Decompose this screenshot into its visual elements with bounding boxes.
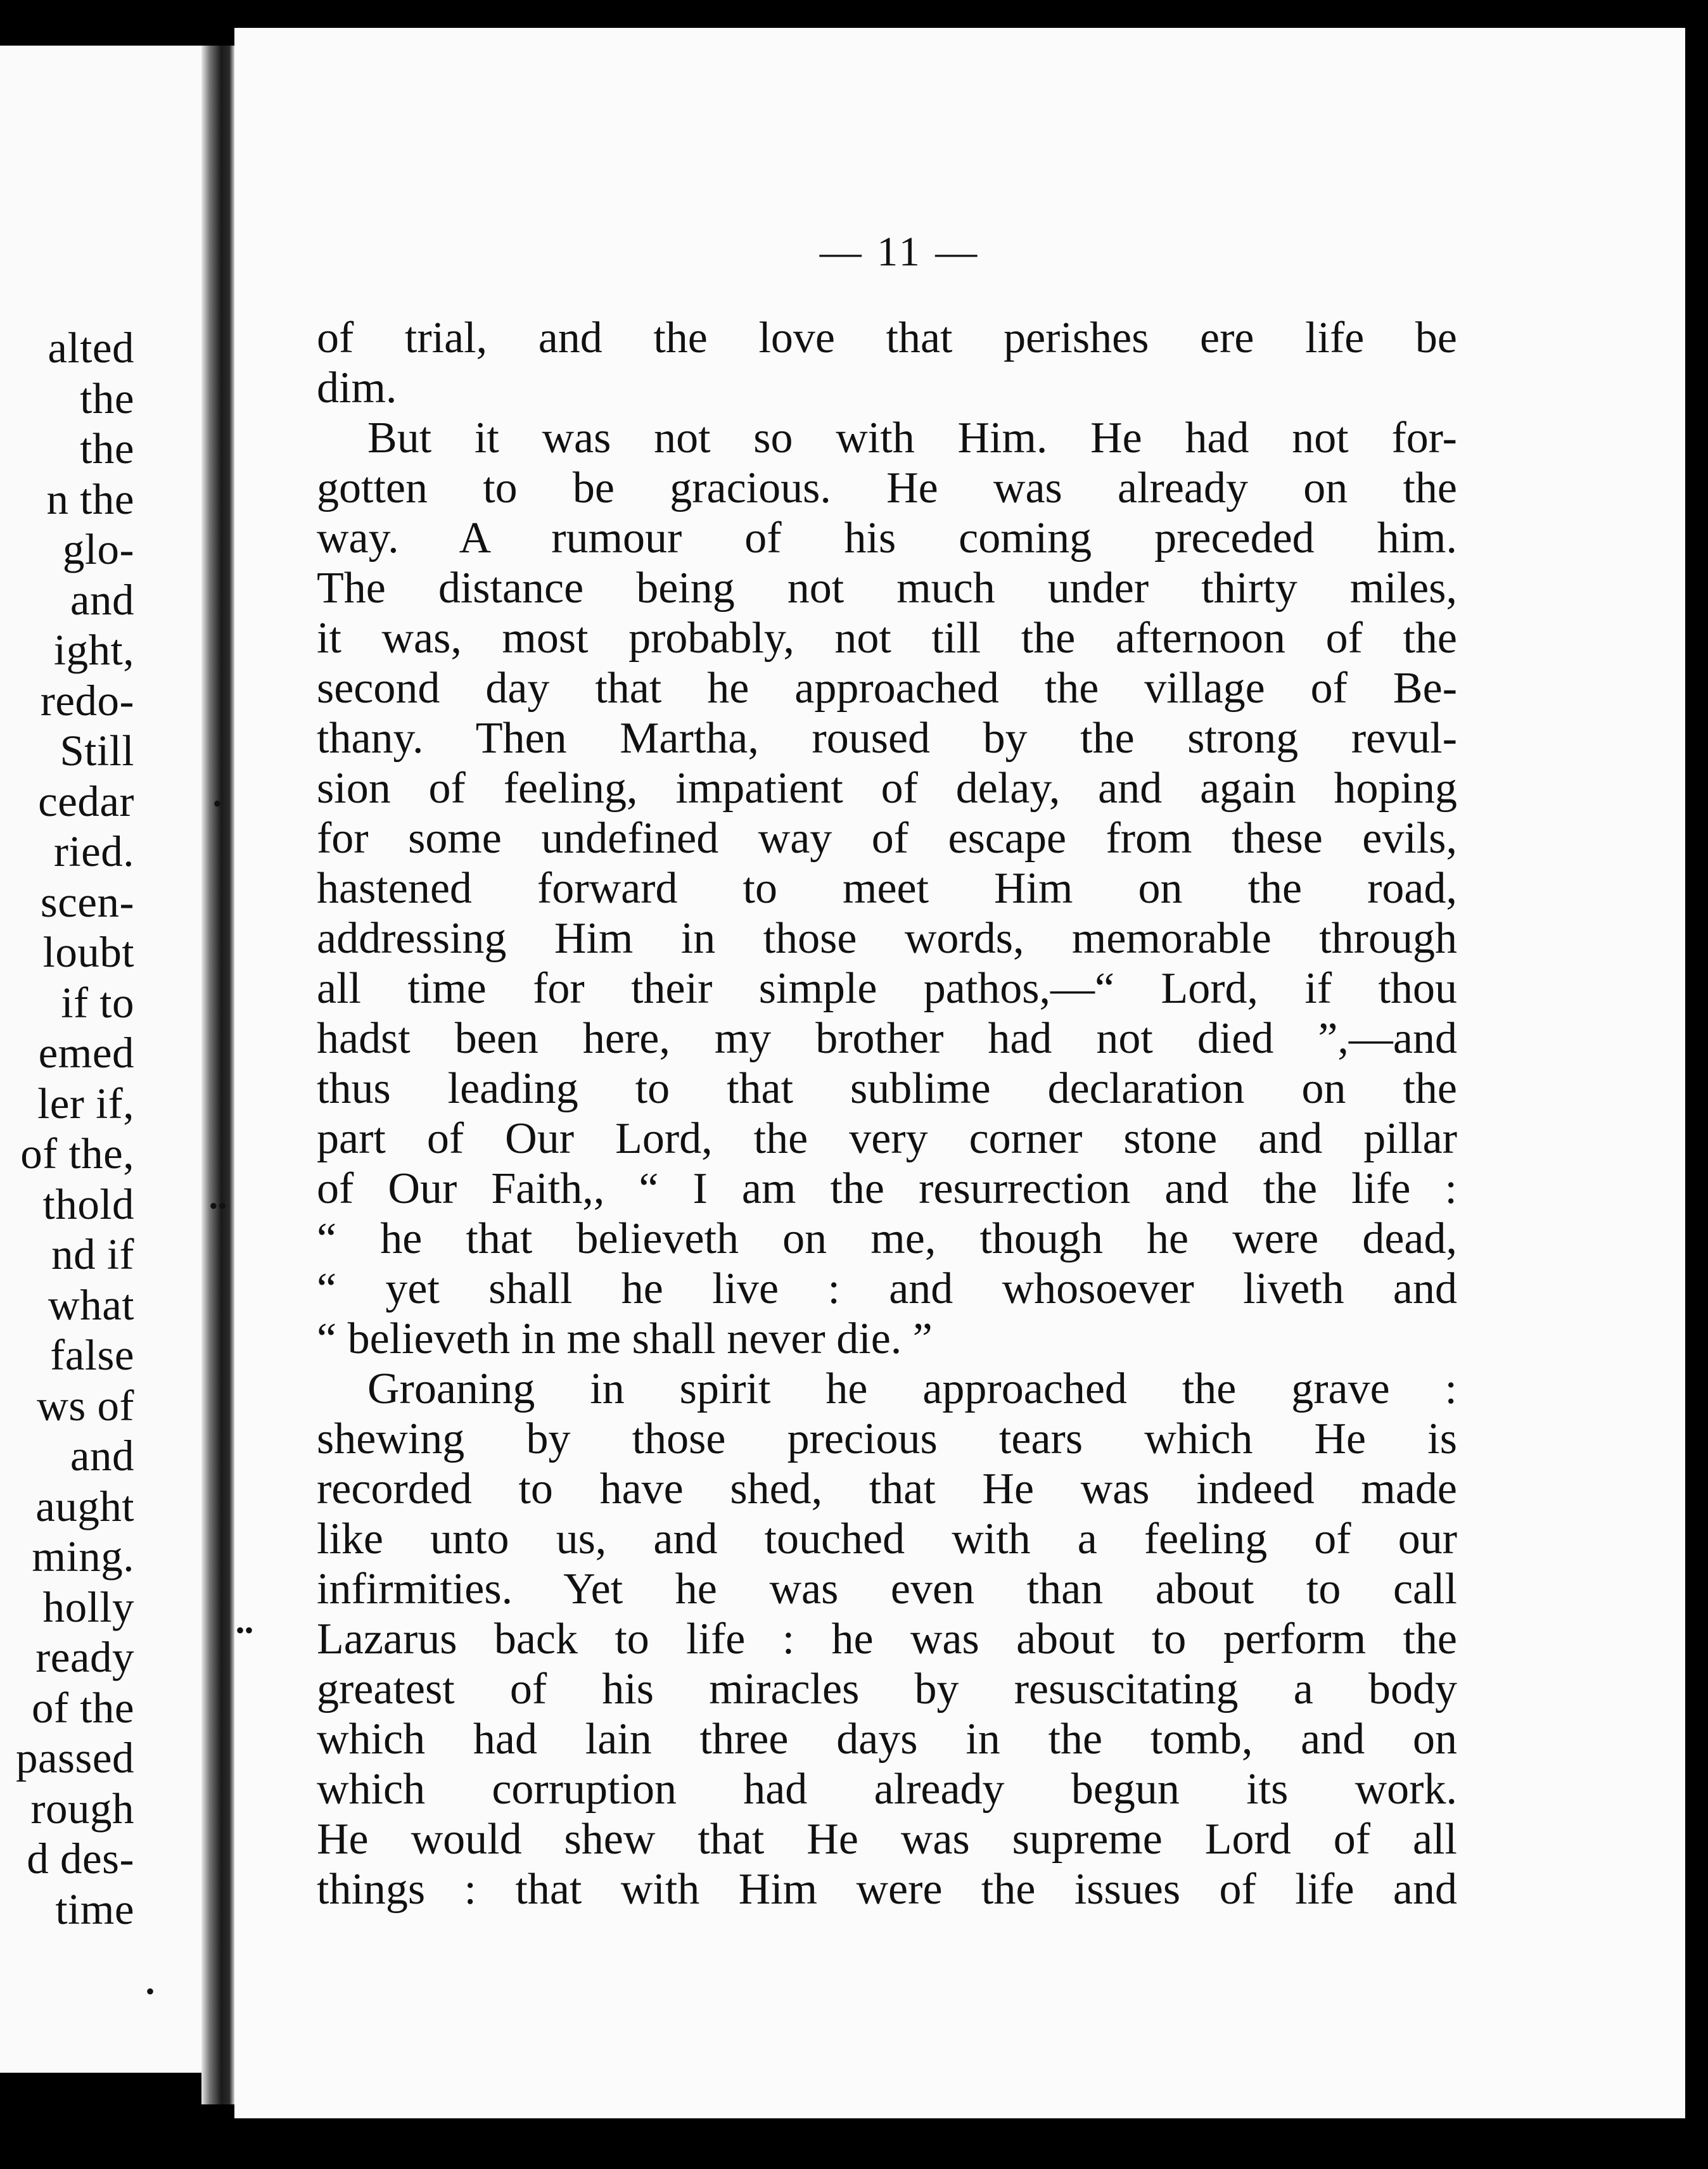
margin-speck: • <box>146 1977 155 2006</box>
left-page-fragment: redo- <box>40 676 134 725</box>
text-line: “ he that believeth on me, though he were dead, <box>317 1214 1457 1263</box>
left-page-edge <box>0 46 229 2073</box>
text-line: addressing Him in those words, memorable through <box>317 914 1457 963</box>
text-line: dim. <box>317 364 397 412</box>
text-line: of trial, and the love that perishes ere life be <box>317 314 1457 362</box>
left-page-fragment: rough <box>30 1784 134 1833</box>
text-line: second day that he approached the village of Be- <box>317 664 1457 713</box>
left-page-fragment: the <box>80 374 134 423</box>
left-page-fragment: if to <box>61 978 134 1027</box>
left-page-fragment: what <box>48 1280 134 1329</box>
left-page-fragment: thold <box>42 1180 134 1228</box>
page-number: — 11 — <box>819 229 980 275</box>
left-page-fragment: ming. <box>32 1532 134 1581</box>
left-page-fragment: emed <box>38 1029 134 1077</box>
text-line: part of Our Lord, the very corner stone and pillar <box>317 1114 1457 1163</box>
text-line: He would shew that He was supreme Lord of all <box>317 1815 1457 1864</box>
text-line: But it was not so with Him. He had not for- <box>367 414 1457 462</box>
gutter-speck: •• <box>209 1192 227 1220</box>
text-line: it was, most probably, not till the afternoon of the <box>317 614 1457 663</box>
text-line: recorded to have shed, that He was indeed made <box>317 1465 1457 1513</box>
text-line: thus leading to that sublime declaration on the <box>317 1064 1457 1113</box>
left-page-fragment: false <box>50 1331 134 1379</box>
text-line: all time for their simple pathos,—“ Lord, if thou <box>317 964 1457 1013</box>
text-line: shewing by those precious tears which He is <box>317 1415 1457 1463</box>
text-line: “ believeth in me shall never die. ” <box>317 1314 933 1363</box>
gutter-speck: • <box>213 789 222 818</box>
text-line: greatest of his miracles by resuscitating a body <box>317 1665 1457 1714</box>
left-page-fragment: alted <box>48 324 134 372</box>
text-line: for some undefined way of escape from these evils, <box>317 814 1457 863</box>
text-line: infirmities. Yet he was even than about to call <box>317 1565 1457 1613</box>
left-page-fragment: and <box>70 1432 134 1480</box>
left-page-fragment: ws of <box>37 1381 134 1430</box>
left-page-fragment: of the <box>31 1683 134 1732</box>
text-line: things : that with Him were the issues of life and <box>317 1865 1457 1914</box>
text-line: The distance being not much under thirty miles, <box>317 564 1457 613</box>
text-line: Lazarus back to life : he was about to perform the <box>317 1615 1457 1663</box>
gutter-speck: •• <box>236 1616 254 1644</box>
body-text <box>317 313 1457 1914</box>
left-page-fragment: ready <box>35 1633 134 1681</box>
text-line: thany. Then Martha, roused by the strong revul- <box>317 714 1457 763</box>
left-page-fragment: cedar <box>38 777 134 825</box>
left-page-fragment: d des- <box>27 1835 134 1883</box>
book-page <box>234 28 1685 2118</box>
text-line: gotten to be gracious. He was already on the <box>317 464 1457 512</box>
left-page-fragment: holly <box>42 1582 134 1631</box>
left-page-fragment: the <box>80 424 134 473</box>
left-page-fragment: nd if <box>51 1230 134 1278</box>
text-line: of Our Faith,, “ I am the resurrection and the life : <box>317 1164 1457 1213</box>
left-page-fragment: n the <box>46 474 134 523</box>
text-line: which corruption had already begun its work. <box>317 1765 1457 1814</box>
left-page-fragment: ight, <box>53 626 134 674</box>
text-line: way. A rumour of his coming preceded him. <box>317 514 1457 563</box>
left-page-fragment: passed <box>16 1734 134 1782</box>
text-line: “ yet shall he live : and whosoever liveth and <box>317 1264 1457 1313</box>
text-line: hastened forward to meet Him on the road, <box>317 864 1457 913</box>
left-page-fragment: of the, <box>20 1129 134 1178</box>
left-page-text-fragments <box>16 323 134 1935</box>
text-line: sion of feeling, impatient of delay, and again hoping <box>317 764 1457 813</box>
text-line: hadst been here, my brother had not died ”,—and <box>317 1014 1457 1063</box>
left-page-fragment: ried. <box>53 827 134 875</box>
left-page-fragment: scen- <box>40 877 134 926</box>
left-page-fragment: Still <box>60 727 134 775</box>
left-page-fragment: loubt <box>42 928 134 976</box>
left-page-fragment: time <box>55 1885 134 1933</box>
text-line: like unto us, and touched with a feeling of our <box>317 1515 1457 1563</box>
text-line: Groaning in spirit he approached the grave : <box>367 1364 1457 1413</box>
binding-gutter <box>201 46 234 2104</box>
left-page-fragment: glo- <box>62 525 134 573</box>
left-page-fragment: ler if, <box>37 1079 134 1128</box>
left-page-fragment: aught <box>35 1482 134 1530</box>
text-line: which had lain three days in the tomb, and on <box>317 1715 1457 1764</box>
left-page-fragment: and <box>70 575 134 624</box>
